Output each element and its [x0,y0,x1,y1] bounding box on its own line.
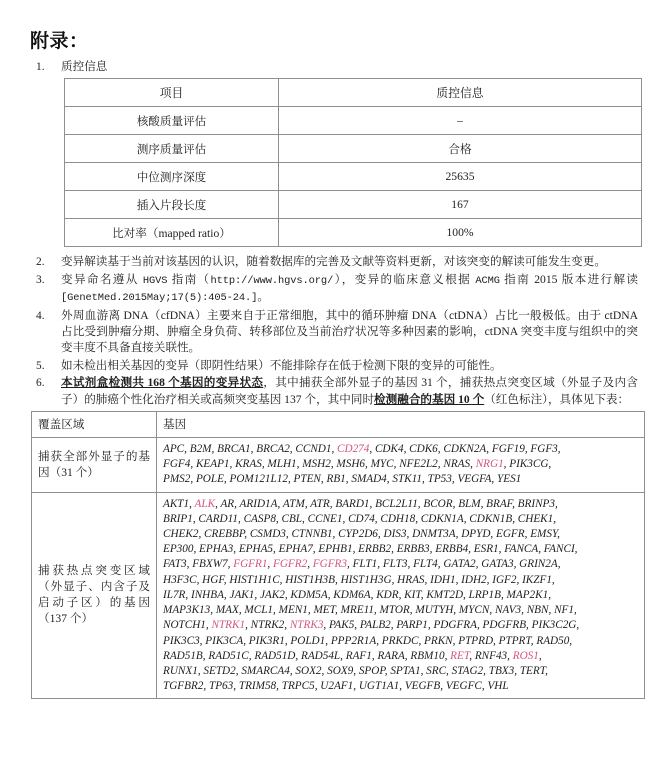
qc-row-value: 100% [279,219,642,247]
gene-name: FANCA [504,543,539,556]
gene-line: CHEK2, CREBBP, CSMD3, CTNNB1, CYP2D6, DIS3, DNMT3A, DPYD, EGFR, EMSY, [163,528,560,541]
table-row [65,107,642,135]
gene-name: FGFR2 [273,558,308,571]
gene-name: PIK3CG [509,458,549,471]
gene-name: RB1 [326,473,346,486]
gene-name: FLT3 [382,558,408,571]
gene-name: PIK3CA [205,634,244,647]
gene-name: TGFBR2 [163,680,204,693]
gene-name: TBX3 [488,664,515,677]
gene-name: DPYD [461,528,491,541]
gene-name: BRINP3 [517,497,555,510]
gene-name: NAV3 [494,604,522,617]
gene-line: EP300, EPHA3, EPHA5, EPHA7, EPHB1, ERBB2, ERBB3, ERBB4, ESR1, FANCA, FANCI, [163,543,578,556]
gene-name: ROS1 [512,649,539,662]
gene-name: EPHA7 [278,543,313,556]
gene-name: RAD51C [208,649,249,662]
gene-name: KDM5A [290,588,328,601]
gene-name: CREBBP [204,528,245,541]
gene-name: NTRK2 [250,619,285,632]
gene-name: EPHA3 [199,543,234,556]
gene-name: IGF2 [492,573,517,586]
qc-row-label: 比对率（mapped ratio） [65,219,279,247]
gene-name: ESR1 [473,543,499,556]
gene-name: FLT1 [352,558,378,571]
gene-name: PRKN [424,634,453,647]
gene-row-area: 捕获热点突变区域（外显子、内含子及启动子区）的基因（137 个） [32,492,157,699]
gene-name: CD74 [348,512,375,525]
gene-name: RUNX1 [163,664,198,677]
gene-name: ERBB2 [358,543,392,556]
gene-name: ATM [282,497,305,510]
gene-name: BLM [458,497,481,510]
gene-name: SMAD4 [351,473,387,486]
qc-row-value: 25635 [279,163,642,191]
gene-name: SMARCA4 [241,664,290,677]
gene-name: EGFR [496,528,525,541]
gene-line: H3F3C, HGF, HIST1H1C, HIST1H3B, HIST1H3G, HRAS, IDH1, IDH2, IGF2, IKZF1, [163,573,555,586]
gene-name: RAF1 [345,649,372,662]
gene-name: RARA [377,649,405,662]
gene-name: MTOR [379,604,410,617]
gene-name: FANCI [543,543,575,556]
gene-name: RAD51B [163,649,203,662]
gene-row-list [157,438,645,493]
gene-name: KRAS [235,458,262,471]
qc-table-body [65,79,642,247]
gene-name: BRCA2 [256,443,290,456]
gene-name: RAD54L [300,649,341,662]
gene-name: ARID1A [239,497,278,510]
gene-name: TP63 [209,680,234,693]
gene-table-body [32,412,645,699]
gene-name: BRIP1 [163,512,193,525]
gene-name: STAG2 [451,664,484,677]
gene-name: POM121L12 [229,473,288,486]
gene-name: BARD1 [335,497,370,510]
gene-name: MUTYH [415,604,454,617]
gene-name: MAP3K13 [163,604,211,617]
qc-row-label: 测序质量评估 [65,135,279,163]
qc-row-value: 167 [279,191,642,219]
note-number: 2. [36,256,45,269]
gene-line: RUNX1, SETD2, SMARCA4, SOX2, SOX9, SPOP, SPTA1, SRC, STAG2, TBX3, TERT, [163,664,548,677]
gene-name: TRIM58 [238,680,277,693]
gene-name: CD274 [337,443,370,456]
qc-row-label: 插入片段长度 [65,191,279,219]
gene-name: SETD2 [203,664,236,677]
page-title: 附录： [30,30,89,52]
qc-row-value: – [279,107,642,135]
gene-name: TRPC5 [281,680,315,693]
gene-name: PIK3C3 [163,634,200,647]
gene-name: BRCA1 [217,443,251,456]
gene-name: TP53 [427,473,452,486]
gene-header-area: 覆盖区域 [32,412,157,438]
gene-name: RNF43 [474,649,508,662]
table-row [65,219,642,247]
gene-row-list [157,492,645,699]
gene-line: PMS2, POLE, POM121L12, PTEN, RB1, SMAD4, STK11, TP53, VEGFA, YES1 [163,473,522,486]
gene-row-area: 捕获全部外显子的基因（31 个） [32,438,157,493]
gene-name: UGT1A1 [358,680,400,693]
qc-table-header-row [65,79,642,107]
gene-name: MET [313,604,335,617]
gene-name: PTPRD [458,634,494,647]
gene-name: SOX2 [295,664,322,677]
gene-name: NFE2L2 [399,458,438,471]
gene-name: SOX9 [327,664,354,677]
gene-name: GRIN2A [519,558,558,571]
note-item-6 [14,375,638,408]
gene-name: ERBB3 [396,543,430,556]
gene-name: MRE11 [340,604,374,617]
gene-name: MAX [215,604,239,617]
gene-name: VEGFA [457,473,492,486]
gene-name: BRAF [486,497,513,510]
note-item-5 [14,358,638,374]
gene-name: KDR [376,588,399,601]
gene-name: MEN1 [278,604,308,617]
note-item-3 [14,272,638,307]
gene-name: MYCN [458,604,490,617]
table-row [32,492,645,699]
gene-line: NOTCH1, NTRK1, NTRK2, NTRK3, PAK5, PALB2, PARP1, PDGFRA, PDGFRB, PIK3C2G, [163,619,580,632]
gene-name: KIT [404,588,421,601]
gene-name: RET [450,649,470,662]
gene-name: CDKN2A [443,443,487,456]
gene-name: FLT4 [413,558,438,571]
gene-line: TGFBR2, TP63, TRIM58, TRPC5, U2AF1, UGT1A1, VEGFB, VEGFC, VHL [163,680,509,693]
gene-name: RAD50 [536,634,570,647]
gene-name: CDK6 [409,443,438,456]
gene-name: PAK5 [329,619,355,632]
gene-name: INHBA [190,588,224,601]
gene-name: MYC [370,458,394,471]
gene-name: MSH6 [336,458,366,471]
gene-name: CHEK1 [517,512,554,525]
gene-name: VHL [487,680,509,693]
gene-name: NTRK1 [211,619,246,632]
note-text: 本试剂盒检测共 168 个基因的变异状态，其中捕获全部外显子的基因 31 个，捕获热点突变区域（外显子及内含子）的肺癌个性化治疗相关或高频突变基因 137 个，其中同时检测融合的基因 10 个（红色标注），具体见下表： [61,376,638,406]
gene-name: CHEK2 [163,528,199,541]
gene-name: NRAS [443,458,471,471]
gene-name: CCNE1 [307,512,343,525]
gene-name: NTRK3 [289,619,324,632]
gene-name: FGF19 [491,443,525,456]
gene-name: CSMD3 [249,528,286,541]
gene-name: DIS3 [383,528,407,541]
gene-name: PDGFRB [482,619,527,632]
gene-name: TERT [519,664,546,677]
gene-coverage-table [31,411,645,699]
gene-name: POLE [195,473,224,486]
note-text: 如未检出相关基因的变异（即阴性结果）不能排除存在低于检测下限的变异的可能性。 [61,358,502,372]
gene-name: MCL1 [244,604,274,617]
gene-name: AR [220,497,235,510]
gene-name: HIST1H3B [285,573,335,586]
gene-name: MLH1 [267,458,297,471]
gene-name: FGF4 [163,458,191,471]
gene-name: PALB2 [359,619,391,632]
gene-name: PDGFRA [433,619,477,632]
gene-name: EP300 [163,543,194,556]
note-number: 6. [36,377,45,390]
gene-name: ATR [310,497,330,510]
gene-name: HRAS [397,573,425,586]
qc-header-item: 项目 [65,79,279,107]
gene-name: CDKN1A [420,512,464,525]
note-item-4 [14,308,638,357]
note-item-qc-heading [14,59,638,75]
gene-name: IL7R [163,588,186,601]
table-row [65,191,642,219]
gene-line: RAD51B, RAD51C, RAD51D, RAD54L, RAF1, RARA, RBM10, RET, RNF43, ROS1, [163,649,542,662]
gene-line: AKT1, ALK, AR, ARID1A, ATM, ATR, BARD1, BCL2L11, BCOR, BLM, BRAF, BRINP3, [163,497,558,510]
gene-name: HGF [202,573,224,586]
gene-name: HIST1H3G [340,573,392,586]
note-text: 变异命名遵从 HGVS 指南（http://www.hgvs.org/），变异的临床意义根据 ACMG 指南 2015 版本进行解读[GenetMed.2015May;17(5):405-24.]。 [61,272,638,305]
gene-name: VEGFB [404,680,441,693]
gene-name: BCOR [423,497,453,510]
gene-name: MAP2K1 [506,588,549,601]
gene-name: RAD51D [254,649,296,662]
gene-name: IDH2 [461,573,487,586]
gene-name: PIK3R1 [248,634,285,647]
gene-name: FAT3 [163,558,187,571]
gene-name: PMS2 [163,473,191,486]
gene-name: NOTCH1 [163,619,206,632]
gene-name: KMT2D [426,588,464,601]
gene-name: CYP2D6 [338,528,378,541]
gene-name: PPP2R1A [330,634,377,647]
gene-name: PTPRT [498,634,531,647]
gene-name: FGF3 [530,443,558,456]
gene-name: CDKN1B [469,512,513,525]
gene-name: POLD1 [290,634,326,647]
gene-name: EPHB1 [318,543,353,556]
gene-name: CTNNB1 [291,528,333,541]
qc-heading: 质控信息 [61,60,108,73]
gene-name: IKZF1 [522,573,552,586]
gene-name: EMSY [530,528,558,541]
gene-name: EPHA5 [238,543,274,556]
gene-name: LRP1B [468,588,501,601]
gene-name: KDM6A [333,588,371,601]
qc-row-value: 合格 [279,135,642,163]
gene-name: PIK3C2G [531,619,577,632]
gene-table-header-row [32,412,645,438]
gene-header-gene: 基因 [157,412,645,438]
note-number: 3. [36,273,45,286]
gene-name: NBN [526,604,549,617]
gene-name: GATA3 [481,558,514,571]
gene-name: FBXW7 [192,558,228,571]
gene-name: MSH2 [302,458,331,471]
table-row [65,163,642,191]
gene-name: B2M [189,443,212,456]
gene-name: NRG1 [475,458,504,471]
gene-name: CCND1 [295,443,332,456]
notes-list [14,59,638,75]
gene-name: ERBB4 [435,543,469,556]
qc-row-label: 核酸质量评估 [65,107,279,135]
gene-name: CARD11 [198,512,238,525]
gene-name: APC [163,443,185,456]
gene-name: YES1 [497,473,522,486]
note-text: 外周血游离 DNA（cfDNA）主要来自于正常细胞，其中的循环肿瘤 DNA（ctDNA）占比一般极低。由于 ctDNA 占比受到肿瘤分期、肿瘤全身负荷、转移部位及当前治疗状况等多种因素的影响，ctDNA 突变丰度与组织中的突变丰度不具备直接关联性。 [61,308,638,355]
gene-name: AKT1 [163,497,190,510]
qc-table [64,78,642,247]
gene-line: BRIP1, CARD11, CASP8, CBL, CCNE1, CD74, CDH18, CDKN1A, CDKN1B, CHEK1, [163,512,557,525]
gene-name: HIST1H1C [229,573,280,586]
gene-line: FGF4, KEAP1, KRAS, MLH1, MSH2, MSH6, MYC, NFE2L2, NRAS, NRG1, PIK3CG, [163,458,552,471]
gene-line: IL7R, INHBA, JAK1, JAK2, KDM5A, KDM6A, KDR, KIT, KMT2D, LRP1B, MAP2K1, [163,588,551,601]
gene-name: NF1 [554,604,574,617]
gene-name: CBL [281,512,303,525]
gene-name: CDH18 [380,512,416,525]
gene-name: SRC [426,664,447,677]
notes-list-continued [14,254,638,408]
gene-name: JAK2 [259,588,285,601]
gene-name: PRKDC [381,634,419,647]
gene-line: FAT3, FBXW7, FGFR1, FGFR2, FGFR3, FLT1, FLT3, FLT4, GATA2, GATA3, GRIN2A, [163,558,561,571]
gene-name: BCL2L11 [375,497,418,510]
gene-line: PIK3C3, PIK3CA, PIK3R1, POLD1, PPP2R1A, PRKDC, PRKN, PTPRD, PTPRT, RAD50, [163,634,573,647]
gene-name: GATA2 [443,558,476,571]
gene-name: ALK [194,497,216,510]
note-item-2 [14,254,638,270]
gene-name: CDK4 [374,443,404,456]
gene-name: PARP1 [396,619,428,632]
gene-name: STK11 [392,473,422,486]
gene-name: FGFR1 [233,558,268,571]
gene-name: IDH1 [430,573,456,586]
gene-name: U2AF1 [320,680,354,693]
gene-name: SPOP [358,664,385,677]
gene-name: DNMT3A [412,528,456,541]
gene-name: JAK1 [229,588,255,601]
gene-name: H3F3C [163,573,197,586]
gene-name: KEAP1 [195,458,230,471]
gene-name: SPTA1 [390,664,421,677]
gene-line: MAP3K13, MAX, MCL1, MEN1, MET, MRE11, MTOR, MUTYH, MYCN, NAV3, NBN, NF1, [163,604,577,617]
gene-line: APC, B2M, BRCA1, BRCA2, CCND1, CD274, CDK4, CDK6, CDKN2A, FGF19, FGF3, [163,443,561,456]
qc-row-label: 中位测序深度 [65,163,279,191]
gene-name: RBM10 [410,649,445,662]
gene-name: PTEN [293,473,321,486]
note-number: 1. [36,61,45,73]
gene-name: CASP8 [243,512,276,525]
gene-name: FGFR3 [312,558,347,571]
note-number: 4. [36,309,45,322]
note-number: 5. [36,359,45,372]
note-text: 变异解读基于当前对该基因的认识，随着数据库的完善及文献等资料更新，对该突变的解读可能发生变更。 [61,255,606,269]
gene-name: VEGFC [445,680,482,693]
table-row [65,135,642,163]
qc-header-value: 质控信息 [279,79,642,107]
table-row [32,438,645,493]
